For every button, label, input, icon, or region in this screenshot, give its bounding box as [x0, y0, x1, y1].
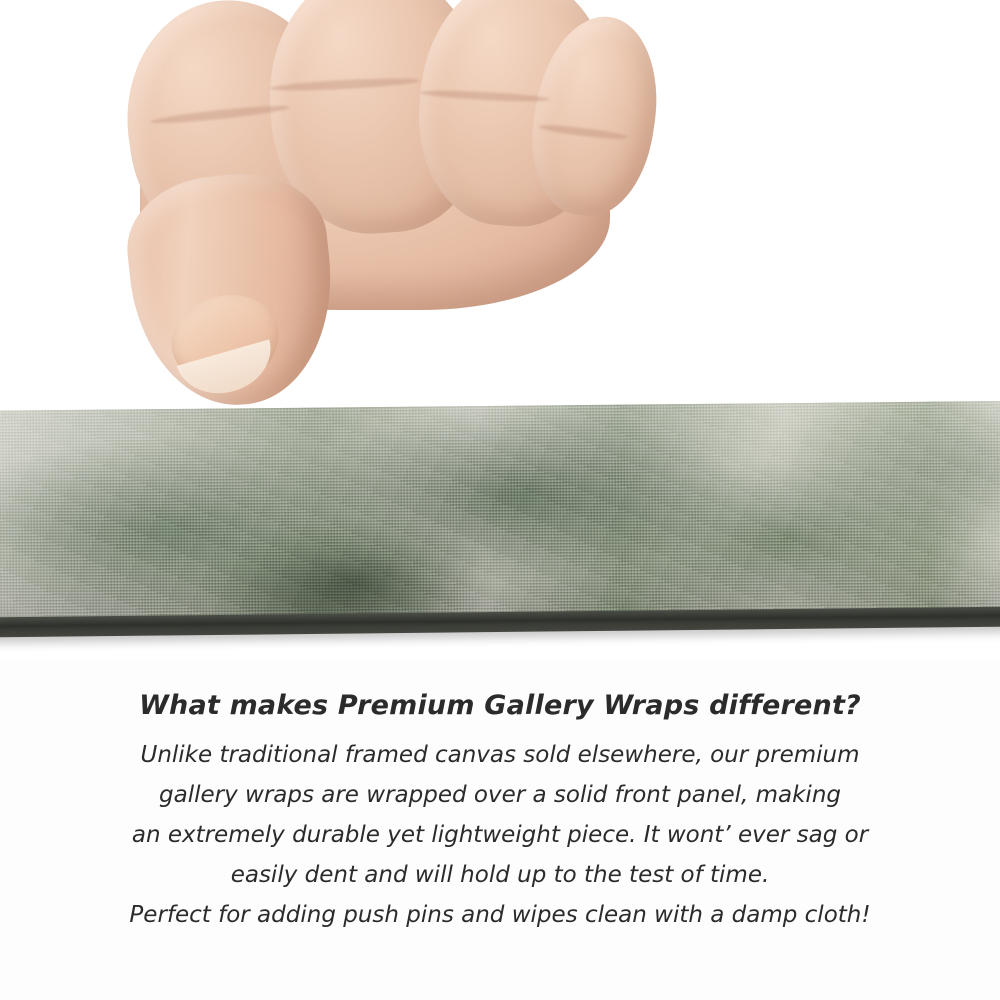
hand-pressing-canvas [120, 0, 640, 430]
caption-line-5: Perfect for adding push pins and wipes clean with a damp cloth! [129, 902, 871, 928]
caption-line-1: Unlike traditional framed canvas sold elsewhere, our premium [140, 742, 860, 768]
index-finger [121, 165, 344, 415]
caption-block [0, 690, 1000, 935]
caption-line-4: easily dent and will hold up to the test of time. [230, 862, 770, 888]
caption-line-3: an extremely durable yet lightweight piece. It wont’ ever sag or [131, 822, 869, 848]
gallery-wrap-canvas-edge [0, 401, 1000, 630]
canvas-weave-texture [0, 401, 1000, 630]
caption-heading: What makes Premium Gallery Wraps different? [139, 690, 861, 721]
caption-line-2: gallery wraps are wrapped over a solid front panel, making [159, 782, 841, 808]
